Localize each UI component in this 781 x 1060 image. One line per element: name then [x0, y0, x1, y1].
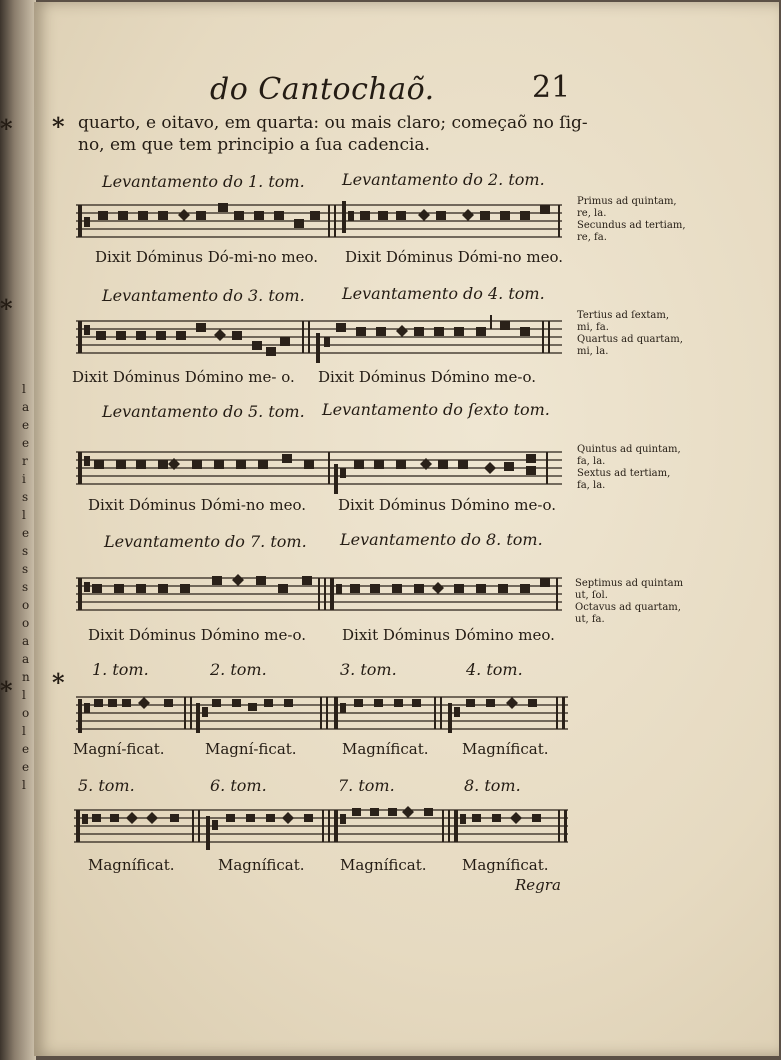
music-staff — [72, 444, 572, 494]
facing-page-text: l a e e r i s l e s s s o o a a n l o l e e l — [22, 382, 30, 792]
lyric-line: Magní-ficat. — [205, 740, 297, 758]
intro-line: quarto, e oitavo, em quarta: ou mais claro; começaõ no ſig- — [78, 113, 588, 133]
lyric-line: Magníficat. — [342, 740, 429, 758]
side-note-line: re, fa. — [577, 232, 607, 243]
side-note-line: Primus ad quintam, — [577, 196, 677, 207]
side-note-line: Quartus ad quartam, — [577, 334, 683, 345]
tone-label: 8. tom. — [464, 776, 521, 795]
side-note — [577, 196, 707, 244]
side-note-line: ut, fa. — [575, 614, 605, 625]
tone-label: 7. tom. — [338, 776, 395, 795]
music-staff — [72, 197, 572, 245]
lyric-line: Dixit Dóminus Dómino me-o. — [338, 496, 556, 514]
side-note-line: Octavus ad quartam, — [575, 602, 681, 613]
book-page — [34, 2, 779, 1056]
section-title: Levantamento do 7. tom. — [104, 532, 307, 551]
side-note — [577, 444, 707, 492]
lyric-line: Dixit Dóminus Dómino me- o. — [72, 368, 295, 386]
lyric-line: Magníficat. — [462, 856, 549, 874]
page-header-title: do Cantochaõ. — [210, 72, 435, 107]
lyric-line: Dixit Dóminus Dómi-no meo. — [345, 248, 563, 266]
lyric-line: Magní-ficat. — [73, 740, 165, 758]
page-number: 21 — [532, 70, 571, 105]
music-staff — [72, 570, 572, 620]
section-title: Levantamento do 8. tom. — [340, 530, 543, 549]
margin-asterisk: * — [0, 676, 13, 705]
lyric-line: Dixit Dóminus Dómino meo. — [342, 626, 555, 644]
tone-label: 1. tom. — [92, 660, 149, 679]
side-note-line: Secundus ad tertiam, — [577, 220, 686, 231]
tone-label: 2. tom. — [210, 660, 267, 679]
side-note-line: fa, la. — [577, 456, 606, 467]
side-note-line: Septimus ad quintam — [575, 578, 684, 589]
lyric-line: Magníficat. — [462, 740, 549, 758]
tone-label: 4. tom. — [466, 660, 523, 679]
section-title: Levantamento do 4. tom. — [342, 284, 545, 303]
section-title: Levantamento do ſexto tom. — [322, 400, 550, 419]
side-note-line: mi, la. — [577, 346, 609, 357]
music-staff — [72, 689, 572, 737]
intro-paragraph — [52, 112, 588, 156]
margin-asterisk: * — [0, 294, 13, 323]
tone-label: 3. tom. — [340, 660, 397, 679]
catchword: Regra — [515, 876, 561, 894]
lyric-line: Magníficat. — [340, 856, 427, 874]
facing-page-edge — [0, 0, 36, 1060]
side-note-line: Sextus ad tertiam, — [577, 468, 671, 479]
section-title: Levantamento do 1. tom. — [102, 172, 305, 191]
margin-asterisk: * — [0, 114, 13, 143]
music-staff — [70, 802, 570, 852]
side-note — [575, 578, 705, 626]
side-note — [577, 310, 707, 358]
intro-line: no, em que tem principio a ſua cadencia. — [78, 135, 430, 155]
magnificat-asterisk: * — [52, 668, 65, 697]
side-note-line: re, la. — [577, 208, 607, 219]
lyric-line: Dixit Dóminus Dómino me-o. — [88, 626, 306, 644]
side-note-line: Quintus ad quintam, — [577, 444, 681, 455]
side-note-line: Tertius ad ſextam, — [577, 310, 670, 321]
side-note-line: ut, ſol. — [575, 590, 608, 601]
side-note-line: fa, la. — [577, 480, 606, 491]
section-title: Levantamento do 2. tom. — [342, 170, 545, 189]
lyric-line: Dixit Dóminus Dómi-no meo. — [88, 496, 306, 514]
tone-label: 5. tom. — [78, 776, 135, 795]
lyric-line: Dixit Dóminus Dó-mi-no meo. — [95, 248, 319, 266]
music-staff — [72, 313, 572, 363]
tone-label: 6. tom. — [210, 776, 267, 795]
section-title: Levantamento do 5. tom. — [102, 402, 305, 421]
intro-asterisk: * — [52, 112, 65, 141]
section-title: Levantamento do 3. tom. — [102, 286, 305, 305]
lyric-line: Magníficat. — [88, 856, 175, 874]
lyric-line: Magníficat. — [218, 856, 305, 874]
lyric-line: Dixit Dóminus Dómino me-o. — [318, 368, 536, 386]
side-note-line: mi, fa. — [577, 322, 609, 333]
